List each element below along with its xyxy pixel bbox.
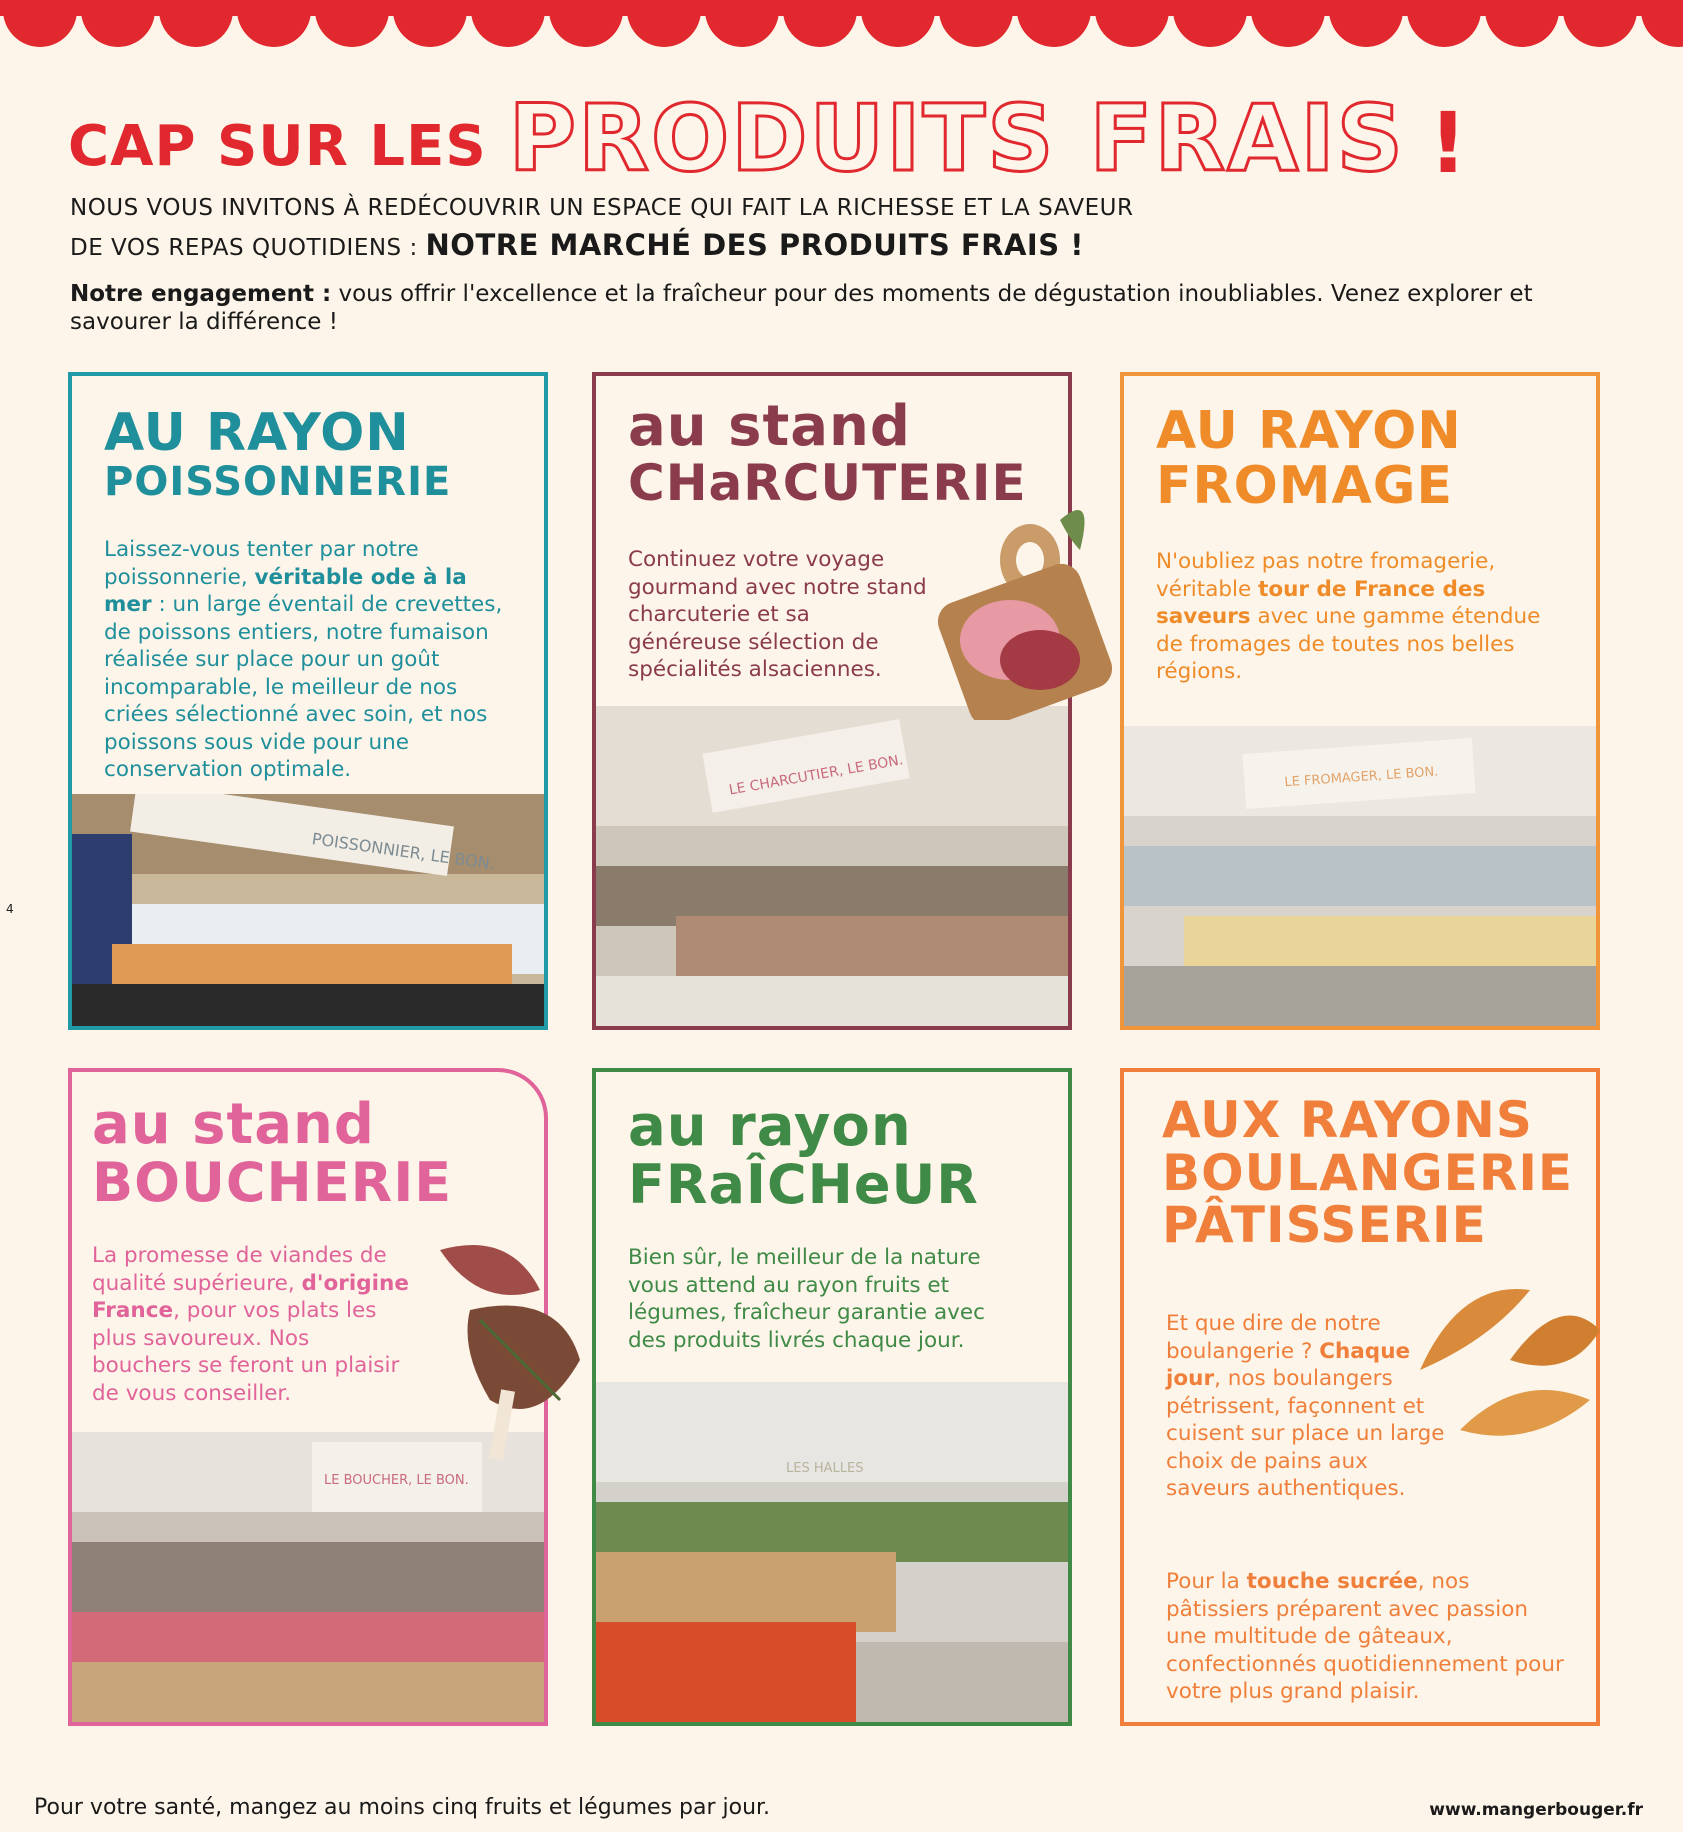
meat-illustration	[420, 1230, 600, 1470]
website-link[interactable]: www.mangerbouger.fr	[1429, 1800, 1643, 1820]
card-fraicheur-title	[628, 1094, 979, 1216]
charcuterie-board-illustration	[930, 480, 1130, 720]
text-part: Pour la	[1166, 1569, 1240, 1594]
card-fromage	[1120, 372, 1600, 1030]
produce-sign: LES HALLES	[786, 1461, 864, 1476]
intro-line-1: NOUS VOUS INVITONS À REDÉCOUVRIR UN ESPACE QUI FAIT LA RICHESSE ET LA SAVEUR	[70, 195, 1134, 221]
text-part: : un large éventail de crevettes, de poissons entiers, notre fumaison réalisée sur place pour un goût incomparable, le meilleur de nos criées sélectionné avec soin, et nos poissons sous vide pour une conservation optimale.	[104, 592, 503, 782]
text-bold: touche sucrée	[1246, 1569, 1418, 1594]
card-boulangerie-title	[1162, 1091, 1574, 1254]
text-part: avec une gamme étendue de fromages de toutes nos belles régions.	[1156, 604, 1541, 684]
text-part: , nos pâtissiers préparent avec passion une multitude de gâteaux, confectionnés quotidiennement pour votre plus grand plaisir.	[1166, 1569, 1564, 1704]
text-part: N'oubliez pas notre fromagerie, véritable	[1156, 549, 1496, 602]
croissant-illustration	[1410, 1250, 1610, 1450]
card-boucherie-text	[92, 1242, 412, 1407]
engagement-body: vous offrir l'excellence et la fraîcheur pour des moments de dégustation inoubliables. Venez explorer et savourer la différence !	[70, 281, 1533, 335]
cheese-sign: LE FROMAGER, LE BON.	[1283, 764, 1439, 791]
intro-text	[70, 190, 1370, 267]
card-fraicheur	[592, 1068, 1072, 1726]
intro-line-2-text: DE VOS REPAS QUOTIDIENS :	[70, 235, 418, 261]
card-charcuterie-text: Continuez votre voyage gourmand avec notre stand charcuterie et sa généreuse sélection de spécialités alsaciennes.	[628, 547, 927, 682]
engagement-label: Notre engagement :	[70, 281, 332, 307]
card-boulangerie-title-line-3: PÂTISSERIE	[1162, 1196, 1487, 1254]
title-part-3: !	[1428, 94, 1468, 192]
text-part: Laissez-vous tenter par notre poissonnerie,	[104, 537, 419, 590]
card-poissonnerie-title-line-1: AU RAYON	[104, 403, 410, 463]
butcher-counter-photo	[72, 1432, 544, 1722]
page-title	[68, 85, 1468, 192]
card-fraicheur-text: Bien sûr, le meilleur de la nature vous attend au rayon fruits et légumes, fraîcheur garantie avec des produits livrés chaque jour.	[628, 1245, 985, 1353]
card-poissonnerie-title-line-2: POISSONNERIE	[104, 458, 452, 505]
card-charcuterie-title-line-2: CHaRCUTERIE	[628, 453, 1027, 512]
intro-line-2	[70, 227, 1370, 267]
card-boucherie-title-line-1: au stand	[92, 1092, 375, 1157]
card-charcuterie-title-line-1: au stand	[628, 394, 911, 459]
card-boulangerie-text-2	[1166, 1568, 1566, 1706]
card-fromage-title-line-2: FROMAGE	[1156, 455, 1453, 516]
text-part: La promesse de viandes de qualité supérieure,	[92, 1243, 387, 1296]
card-boucherie-title-line-2: BOUCHERIE	[92, 1150, 453, 1214]
card-boulangerie-text-1	[1166, 1310, 1446, 1503]
text-bold: véritable ode à la mer	[104, 564, 467, 617]
text-part: Et que dire de notre boulangerie ?	[1166, 1311, 1381, 1364]
fish-counter-sign: POISSONNIER, LE BON.	[310, 829, 496, 874]
card-fraicheur-title-line-2: FRaÎCHeUR	[628, 1152, 979, 1216]
scalloped-banner	[0, 0, 1683, 50]
card-fromage-text	[1156, 548, 1556, 686]
card-poissonnerie	[68, 372, 548, 1030]
cheese-counter-photo	[1124, 726, 1596, 1026]
page-number: 4	[6, 902, 14, 916]
produce-section-photo	[596, 1382, 1068, 1722]
card-boucherie-title	[92, 1092, 453, 1214]
text-part: , pour vos plats les plus savoureux. Nos bouchers se feront un plaisir de vous conseiller.	[92, 1298, 400, 1406]
card-fraicheur-title-line-1: au rayon	[628, 1094, 912, 1159]
text-part: , nos boulangers pétrissent, façonnent et cuisent sur place un large choix de pains aux saveurs authentiques.	[1166, 1366, 1445, 1501]
title-part-1: CAP SUR LES	[68, 114, 487, 179]
text-bold: tour de France des saveurs	[1156, 576, 1486, 629]
card-boulangerie-title-line-2: BOULANGERIE	[1162, 1143, 1574, 1202]
health-notice: Pour votre santé, mangez au moins cinq fruits et légumes par jour.	[34, 1795, 771, 1820]
intro-line-2-strong: NOTRE MARCHÉ DES PRODUITS FRAIS !	[425, 228, 1084, 262]
engagement-text	[70, 280, 1630, 336]
text-bold: Chaque jour	[1166, 1338, 1411, 1391]
charcuterie-sign: LE CHARCUTIER, LE BON.	[727, 752, 905, 799]
butcher-sign: LE BOUCHER, LE BON.	[324, 1473, 469, 1488]
card-poissonnerie-text	[104, 536, 504, 784]
card-poissonnerie-title	[104, 403, 452, 505]
text-bold: d'origine France	[92, 1270, 409, 1323]
card-fromage-title-line-1: AU RAYON	[1156, 401, 1462, 461]
card-boulangerie-title-line-1: AUX RAYONS	[1162, 1091, 1533, 1149]
fish-counter-photo	[72, 794, 544, 1026]
title-part-2: PRODUITS FRAIS	[508, 85, 1405, 192]
card-fromage-title	[1156, 401, 1462, 516]
charcuterie-counter-photo	[596, 706, 1068, 1026]
